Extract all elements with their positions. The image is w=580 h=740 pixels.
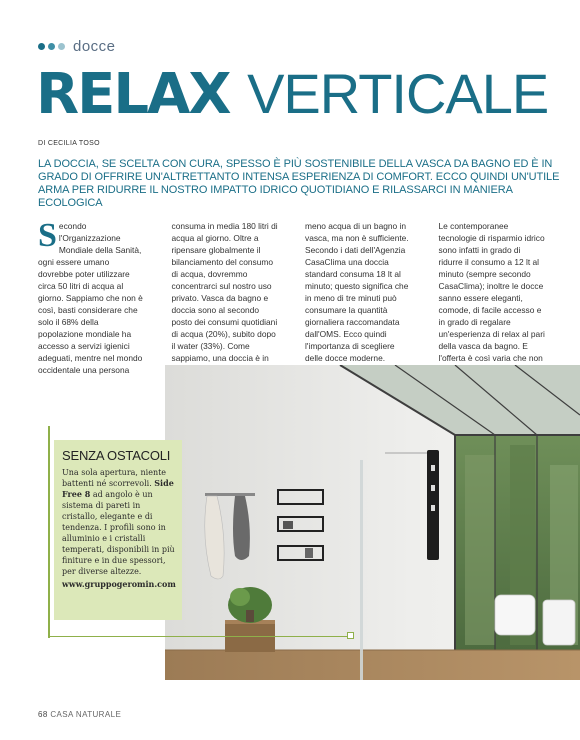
body-columns (38, 217, 546, 376)
byline: DI CECILIA TOSO (38, 140, 100, 147)
sidebar-box (54, 440, 182, 620)
bathroom-photo (165, 365, 580, 680)
page-number: 68 (38, 710, 48, 719)
body-column-1-text: econdo l'Organizzazione Mondiale della Sanità, ogni essere umano dovrebbe poter utilizzare circa 50 litri di acqua al giorno. Sappiamo che non è così, basti considerare che solo il 68% della popolazione mondiale ha accesso a servizi igienici adeguati, mentre nel mondo occidentale una persona (38, 221, 143, 375)
title-bold: RELAX (36, 62, 230, 127)
sidebar-text (62, 467, 176, 590)
body-column-4: Le contemporanee tecnologie di risparmio idrico sono infatti in grado di ridurre il consumo a 12 lt al minuto (sempre secondo CasaClima); inoltre le docce sanno essere eleganti, comode, di facile accesso e in grado di regalare un'esperienza di relax al pari della vasca da bagno. E l'offerta è così varia che non (438, 221, 545, 363)
sidebar-product-name: Side Free 8 (62, 478, 174, 499)
sidebar-heading: SENZA OSTACOLI (62, 448, 171, 463)
section-dot-2 (48, 43, 55, 50)
sidebar-accent-line-horizontal (48, 636, 348, 637)
title-light: VERTICALE (247, 62, 549, 125)
sidebar-intro: Una sola apertura, niente battenti né scorrevoli. (62, 468, 167, 488)
sidebar-url-link[interactable]: www.gruppogeromin.com (62, 579, 176, 589)
sidebar-description: ad angolo è un sistema di pareti in cristallo, elegante e di tendenza. I profili sono in alluminio e i cristalli temperati, disponibili in più finiture e in due spessori, per diverse altezze. (62, 490, 175, 576)
section-tag (38, 38, 116, 55)
dropcap: S (38, 217, 57, 254)
sidebar-accent-node (347, 632, 354, 639)
magazine-name: CASA NATURALE (50, 710, 122, 719)
body-column-1 (38, 217, 146, 376)
body-column-3: meno acqua di un bagno in vasca, ma non è sufficiente. Secondo i dati dell'Agenzia CasaClima una doccia standard consuma 18 lt al minuto; questo significa che in meno di tre minuti può consumare la quantità giornaliera raccomandata dall'OMS. Ecco quindi l'importanza di scegliere delle docce moderne. (305, 221, 409, 363)
body-column-2: consuma in media 180 litri di acqua al giorno. Oltre a ripensare globalmente il bilanciamento del consumo di acqua, dovremmo concentrarci sul nostro uso privato. Vasca da bagno e doccia sono al secondo posto dei consumi quotidiani di acqua (20%), subito dopo il water (33%). Come sappiamo, una doccia è in (171, 221, 278, 363)
section-label: docce (73, 38, 116, 55)
page-footer (38, 710, 121, 719)
lead-paragraph: LA DOCCIA, SE SCELTA CON CURA, SPESSO È PIÙ SOSTENIBILE DELLA VASCA DA BAGNO ED È IN GRADO DI OFFRIRE UN'ALTRETTANTO INTENSA ESPERIENZA DI COMFORT. ECCO QUINDI UN'UTILE ARMA PER RIDURRE IL NOSTRO IMPATTO IDRICO QUOTIDIANO E RILASSARCI IN MANIERA ECOLOGICA (38, 158, 560, 209)
bathroom-illustration (165, 365, 580, 680)
article-title (36, 62, 548, 127)
sidebar-accent-line-vertical (48, 426, 50, 638)
section-dot-1 (38, 43, 45, 50)
section-dot-3 (58, 43, 65, 50)
